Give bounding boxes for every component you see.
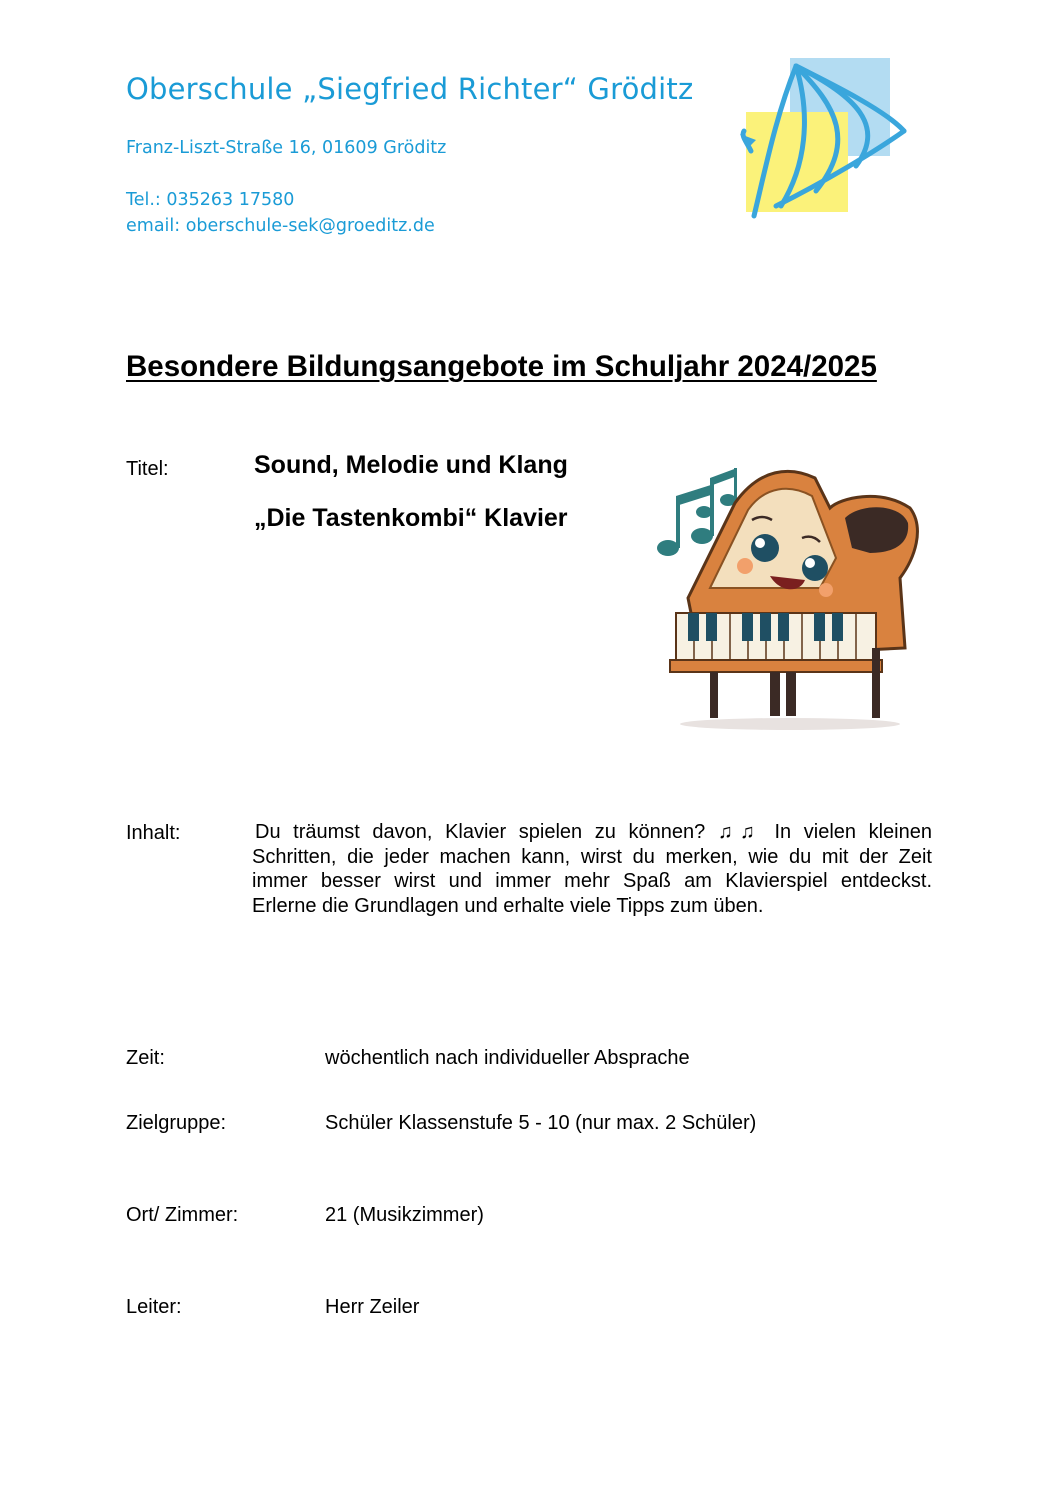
school-logo-icon — [736, 56, 912, 222]
content-text: Du träumst davon, Klavier spielen zu können? ♫♫ In vielen kleinen Schritten, die jeder machen kann, wirst du merken, wie du mit der Zeit immer besser wirst und immer mehr Spaß am Klavierspiel entdeckst. Erlerne die Grundlagen und erhalte viele Tipps zum üben. — [252, 821, 932, 917]
course-subtitle: „Die Tastenkombi“ Klavier — [254, 504, 568, 532]
page-heading: Besondere Bildungsangebote im Schuljahr 2024/2025 — [126, 350, 877, 383]
time-value: wöchentlich nach individueller Absprache — [325, 1047, 690, 1069]
leader-value: Herr Zeiler — [325, 1296, 420, 1318]
school-phone: Tel.: 035263 17580 — [126, 190, 295, 210]
cartoon-piano-icon — [640, 448, 930, 738]
school-email: email: oberschule-sek@groeditz.de — [126, 216, 435, 236]
content-label: Inhalt: — [126, 822, 181, 844]
room-label: Ort/ Zimmer: — [126, 1204, 239, 1226]
time-label: Zeit: — [126, 1047, 165, 1069]
target-group-value: Schüler Klassenstufe 5 - 10 (nur max. 2 Schüler) — [325, 1112, 757, 1134]
target-group-label: Zielgruppe: — [126, 1112, 227, 1134]
course-title: Sound, Melodie und Klang — [254, 451, 568, 479]
title-label: Titel: — [126, 458, 169, 480]
leader-label: Leiter: — [126, 1296, 182, 1318]
room-value: 21 (Musikzimmer) — [325, 1204, 484, 1226]
school-address: Franz-Liszt-Straße 16, 01609 Gröditz — [126, 138, 447, 158]
school-name: Oberschule „Siegfried Richter“ Gröditz — [126, 72, 694, 106]
